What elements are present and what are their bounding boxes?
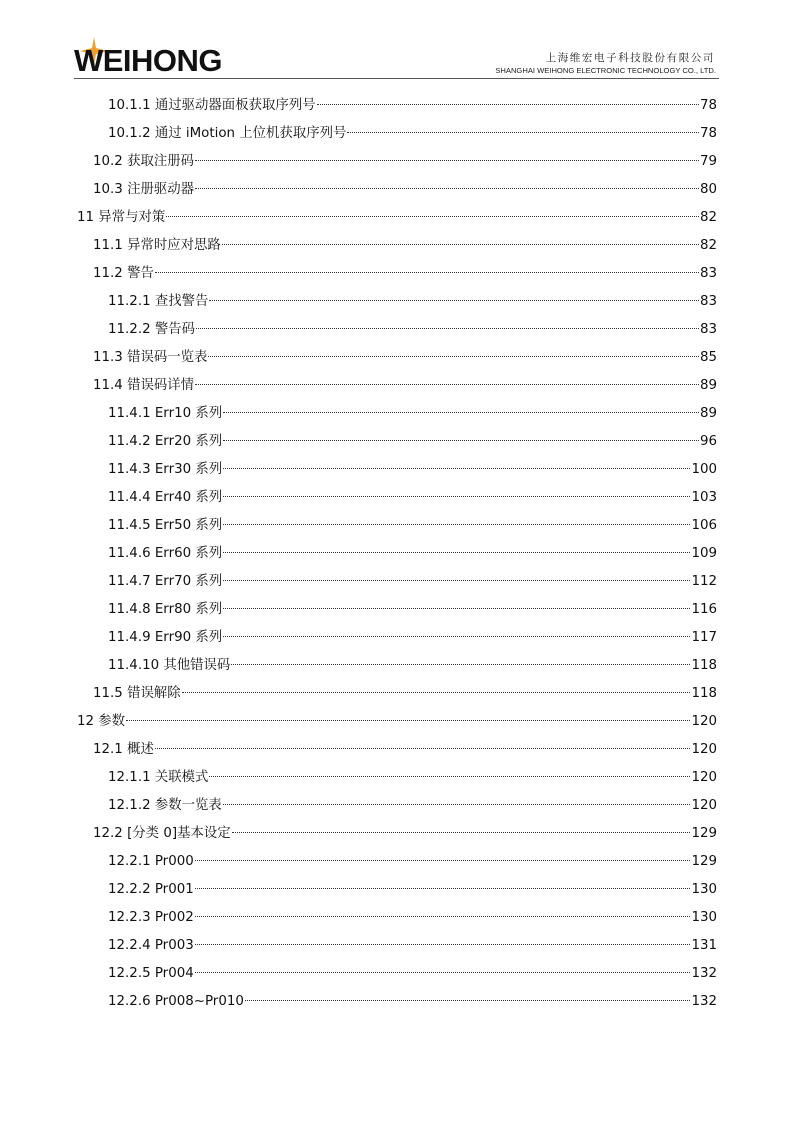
toc-entry[interactable] bbox=[108, 291, 717, 313]
dot-leader bbox=[195, 860, 691, 861]
toc-entry-page: 118 bbox=[691, 686, 717, 701]
toc-entry-page: 109 bbox=[691, 546, 717, 561]
dot-leader bbox=[195, 384, 699, 385]
toc-entry-page: 131 bbox=[691, 938, 717, 953]
toc-entry-page: 120 bbox=[691, 798, 717, 813]
toc-entry-label: 11.3 错误码一览表 bbox=[93, 350, 208, 365]
dot-leader bbox=[223, 636, 690, 637]
toc-entry-page: 96 bbox=[699, 434, 717, 449]
dot-leader bbox=[126, 720, 690, 721]
toc-entry-label: 11.4.4 Err40 系列 bbox=[108, 490, 223, 505]
dot-leader bbox=[317, 104, 699, 105]
toc-entry[interactable] bbox=[108, 963, 717, 985]
toc-entry-label: 11.4.1 Err10 系列 bbox=[108, 406, 223, 421]
toc-entry[interactable] bbox=[93, 739, 717, 761]
toc-entry[interactable] bbox=[108, 571, 717, 593]
toc-entry-page: 85 bbox=[699, 350, 717, 365]
toc-entry-label: 12 参数 bbox=[77, 714, 126, 729]
dot-leader bbox=[195, 188, 699, 189]
toc-entry-page: 112 bbox=[691, 574, 717, 589]
toc-entry-page: 83 bbox=[699, 294, 717, 309]
toc-entry[interactable] bbox=[108, 935, 717, 957]
toc-entry[interactable] bbox=[93, 347, 717, 369]
dot-leader bbox=[223, 580, 690, 581]
toc-entry[interactable] bbox=[108, 459, 717, 481]
dot-leader bbox=[245, 1000, 691, 1001]
toc-entry-label: 10.2 获取注册码 bbox=[93, 154, 195, 169]
dot-leader bbox=[195, 160, 699, 161]
dot-leader bbox=[223, 468, 690, 469]
toc-entry[interactable] bbox=[108, 95, 717, 117]
toc-entry[interactable] bbox=[77, 711, 717, 733]
toc-entry-label: 11.1 异常时应对思路 bbox=[93, 238, 221, 253]
dot-leader bbox=[208, 356, 699, 357]
toc-entry[interactable] bbox=[108, 403, 717, 425]
toc-entry-page: 79 bbox=[699, 154, 717, 169]
toc-entry-page: 83 bbox=[699, 322, 717, 337]
toc-entry-label: 10.1.2 通过 iMotion 上位机获取序列号 bbox=[108, 126, 347, 141]
dot-leader bbox=[155, 748, 691, 749]
toc-entry-label: 11.4.9 Err90 系列 bbox=[108, 630, 223, 645]
toc-entry-label: 11.4.3 Err30 系列 bbox=[108, 462, 223, 477]
toc-entry-page: 89 bbox=[699, 406, 717, 421]
dot-leader bbox=[231, 664, 690, 665]
toc-entry[interactable] bbox=[108, 431, 717, 453]
toc-entry-page: 118 bbox=[691, 658, 717, 673]
weihong-logo: WEIHONG bbox=[74, 43, 223, 78]
dot-leader bbox=[195, 972, 691, 973]
company-name-cn: 上海维宏电子科技股份有限公司 bbox=[545, 52, 715, 64]
toc-entry[interactable] bbox=[108, 515, 717, 537]
toc-entry[interactable] bbox=[108, 627, 717, 649]
toc-entry[interactable] bbox=[108, 879, 717, 901]
dot-leader bbox=[155, 272, 699, 273]
toc-entry-page: 83 bbox=[699, 266, 717, 281]
dot-leader bbox=[223, 608, 690, 609]
toc-entry-page: 80 bbox=[699, 182, 717, 197]
dot-leader bbox=[223, 552, 690, 553]
dot-leader bbox=[223, 804, 691, 805]
toc-entry-label: 12.2.5 Pr004 bbox=[108, 966, 194, 981]
toc-entry-page: 78 bbox=[699, 98, 717, 113]
toc-entry-label: 12.2.4 Pr003 bbox=[108, 938, 194, 953]
toc-entry-page: 106 bbox=[691, 518, 717, 533]
toc-entry[interactable] bbox=[77, 207, 717, 229]
toc-entry[interactable] bbox=[108, 907, 717, 929]
dot-leader bbox=[223, 524, 690, 525]
toc-entry-page: 116 bbox=[691, 602, 717, 617]
toc-entry[interactable] bbox=[108, 487, 717, 509]
dot-leader bbox=[209, 300, 699, 301]
toc-entry-label: 12.1.2 参数一览表 bbox=[108, 798, 222, 813]
toc-entry-label: 11.4.8 Err80 系列 bbox=[108, 602, 223, 617]
toc-entry[interactable] bbox=[108, 655, 717, 677]
toc-entry-page: 82 bbox=[699, 210, 717, 225]
toc-entry-page: 130 bbox=[691, 910, 717, 925]
toc-entry-label: 12.2.1 Pr000 bbox=[108, 854, 194, 869]
header-divider bbox=[74, 78, 719, 79]
toc-entry-label: 11 异常与对策 bbox=[77, 210, 166, 225]
toc-entry[interactable] bbox=[108, 123, 717, 145]
dot-leader bbox=[223, 496, 690, 497]
toc-entry[interactable] bbox=[108, 599, 717, 621]
toc-entry-page: 78 bbox=[699, 126, 717, 141]
dot-leader bbox=[209, 776, 690, 777]
toc-entry[interactable] bbox=[93, 683, 717, 705]
dot-leader bbox=[222, 244, 699, 245]
toc-entry[interactable] bbox=[93, 263, 717, 285]
toc-entry[interactable] bbox=[108, 543, 717, 565]
toc-entry-page: 129 bbox=[691, 854, 717, 869]
toc-entry-label: 12.1 概述 bbox=[93, 742, 154, 757]
toc-entry-label: 11.2 警告 bbox=[93, 266, 154, 281]
toc-entry-page: 120 bbox=[691, 742, 717, 757]
toc-entry-page: 132 bbox=[691, 966, 717, 981]
dot-leader bbox=[195, 916, 691, 917]
toc-entry[interactable] bbox=[93, 235, 717, 257]
toc-entry[interactable] bbox=[108, 795, 717, 817]
toc-entry-page: 132 bbox=[691, 994, 717, 1009]
toc-entry-page: 130 bbox=[691, 882, 717, 897]
toc-entry-label: 12.2.2 Pr001 bbox=[108, 882, 194, 897]
toc-entry-label: 11.4.5 Err50 系列 bbox=[108, 518, 223, 533]
toc-entry-page: 117 bbox=[691, 630, 717, 645]
dot-leader bbox=[347, 132, 699, 133]
toc-entry-label: 12.1.1 关联模式 bbox=[108, 770, 209, 785]
toc-entry-page: 89 bbox=[699, 378, 717, 393]
company-name-en: SHANGHAI WEIHONG ELECTRONIC TECHNOLOGY CO., LTD. bbox=[495, 66, 716, 75]
toc-entry-page: 120 bbox=[691, 714, 717, 729]
toc-entry-label: 11.2.1 查找警告 bbox=[108, 294, 209, 309]
toc-entry[interactable] bbox=[93, 375, 717, 397]
toc-entry-label: 11.5 错误解除 bbox=[93, 686, 181, 701]
toc-entry[interactable] bbox=[108, 851, 717, 873]
toc-entry[interactable] bbox=[108, 319, 717, 341]
toc-entry-page: 129 bbox=[691, 826, 717, 841]
toc-entry-label: 10.1.1 通过驱动器面板获取序列号 bbox=[108, 98, 316, 113]
toc-entry-label: 11.2.2 警告码 bbox=[108, 322, 196, 337]
toc-entry-label: 12.2 [分类 0]基本设定 bbox=[93, 826, 231, 841]
dot-leader bbox=[232, 832, 691, 833]
toc-entry[interactable] bbox=[93, 151, 717, 173]
toc-entry-label: 11.4.2 Err20 系列 bbox=[108, 434, 223, 449]
toc-entry-page: 120 bbox=[691, 770, 717, 785]
dot-leader bbox=[166, 216, 699, 217]
toc-entry-label: 12.2.6 Pr008~Pr010 bbox=[108, 994, 244, 1009]
toc-entry[interactable] bbox=[108, 767, 717, 789]
toc-entry-page: 82 bbox=[699, 238, 717, 253]
toc-entry-page: 100 bbox=[691, 462, 717, 477]
dot-leader bbox=[223, 440, 699, 441]
toc-entry-label: 10.3 注册驱动器 bbox=[93, 182, 195, 197]
page-header bbox=[0, 0, 793, 82]
dot-leader bbox=[196, 328, 699, 329]
dot-leader bbox=[223, 412, 699, 413]
dot-leader bbox=[182, 692, 691, 693]
toc-entry[interactable] bbox=[93, 823, 717, 845]
toc-entry-label: 11.4.6 Err60 系列 bbox=[108, 546, 223, 561]
toc-entry-label: 11.4.7 Err70 系列 bbox=[108, 574, 223, 589]
toc-entry[interactable] bbox=[108, 991, 717, 1013]
toc-entry-label: 11.4 错误码详情 bbox=[93, 378, 195, 393]
dot-leader bbox=[195, 944, 691, 945]
toc-entry[interactable] bbox=[93, 179, 717, 201]
dot-leader bbox=[195, 888, 691, 889]
toc-entry-label: 12.2.3 Pr002 bbox=[108, 910, 194, 925]
toc-entry-page: 103 bbox=[691, 490, 717, 505]
toc-entry-label: 11.4.10 其他错误码 bbox=[108, 658, 231, 673]
